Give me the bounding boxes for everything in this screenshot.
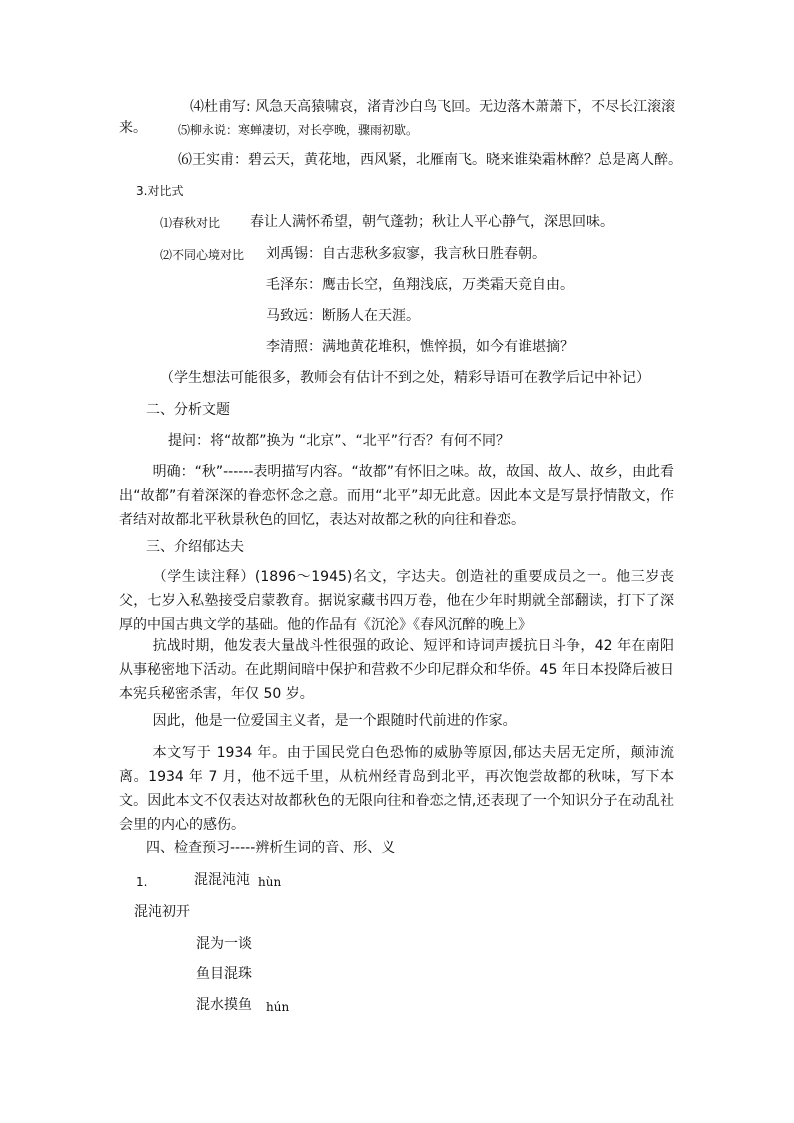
part2-question: 提问：将“故都”换为 “北京”、“北平”行否？有何不同？ [168,433,510,449]
teacher-note: （学生想法可能很多，教师会有估计不到之处，精彩导语可在教学后记中补记） [160,370,650,386]
part3-paragraph-context: 本文写于 1934 年。由于国民党白色恐怖的威胁等原因,郁达夫居无定所，颠沛流离。1934 年 7 月，他不远千里，从杭州经青岛到北平，再次饱尝故都的秋味，写下本文。因此本文不仅表达对故都秋色的无限向往和眷恋之情,还表现了一个知识分子在动乱社会里的内心的感伤。 [119,745,674,833]
vocab-pinyin-5: hún [266,1000,290,1014]
vocab-word-5: 混水摸鱼 [196,997,252,1013]
vocab-item-number: 1. [136,875,148,889]
quote-mao-zedong: 毛泽东：鹰击长空，鱼翔浅底，万类霜天竞自由。 [266,277,574,293]
contrast-mood-label: ⑵不同心境对比 [160,248,245,262]
part3-paragraph-bio: （学生读注释）(1896～1945)名文，字达夫。创造社的重要成员之一。他三岁丧父，七岁入私塾接受启蒙教育。据说家藏书四万卷，他在少年时期就全部翻读，打下了深厚的中国古典文学的基础。他的作品有《沉沦》《春风沉醉的晚上》 [119,569,674,633]
part4-title: 四、检查预习-----辨析生词的音、形、义 [146,840,396,856]
vocab-pinyin-1: hùn [258,875,282,889]
vocab-word-1: 混混沌沌 [194,872,250,888]
contrast-spring-autumn-label: ⑴春秋对比 [160,216,221,230]
vocab-word-4: 鱼目混珠 [196,966,252,982]
section-heading-contrast: 3.对比式 [136,184,184,198]
part2-answer-paragraph: 明确：“秋”------表明描写内容。“故都”有怀旧之味。故，故国、故人、故乡，由此看出“故都”有着深深的眷恋怀念之意。而用“北平”却无此意。因此本文是写景抒情散文，作者结对故都北平秋景秋色的回忆，表达对故都之秋的向往和眷恋。 [119,464,674,528]
part3-paragraph-wartime: 抗战时期，他发表大量战斗性很强的政论、短评和诗词声援抗日斗争，42 年在南阳从事秘密地下活动。在此期间暗中保护和营救不少印尼群众和华侨。45 年日本投降后被日本宪兵秘密杀害，年仅 50 岁。 [119,638,674,702]
part2-title: 二、分析文题 [146,402,230,418]
poem-liu-yong-line: ⑸柳永说：寒蝉凄切，对长亭晚，骤雨初歇。 [178,123,419,137]
quote-li-qingzhao: 李清照：满地黄花堆积，憔悴损，如今有谁堪摘？ [266,339,574,355]
poem-du-fu-line: ⑷杜甫写: 风急天高猿啸哀，渚青沙白鸟飞回。无边落木萧萧下，不尽长江滚滚 [190,99,676,115]
quote-ma-zhiyuan: 马致远：断肠人在天涯。 [266,308,420,324]
contrast-spring-autumn-text: 春让人满怀希望，朝气蓬勃；秋让人平心静气，深思回味。 [250,214,614,230]
part3-title: 三、介绍郁达夫 [146,539,244,555]
poem-wang-shifu-line: ⑹王实甫：碧云天，黄花地，西风紧，北雁南飞。晓来谁染霜林醉？总是离人醉。 [178,152,682,168]
poem-du-fu-line-end: 来。 [119,120,147,136]
vocab-word-2: 混沌初开 [134,904,190,920]
quote-liu-yuxi: 刘禹锡：自古悲秋多寂寥，我言秋日胜春朝。 [266,246,546,262]
part3-paragraph-patriot: 因此，他是一位爱国主义者，是一个跟随时代前进的作家。 [152,713,517,729]
vocab-word-3: 混为一谈 [196,936,252,952]
